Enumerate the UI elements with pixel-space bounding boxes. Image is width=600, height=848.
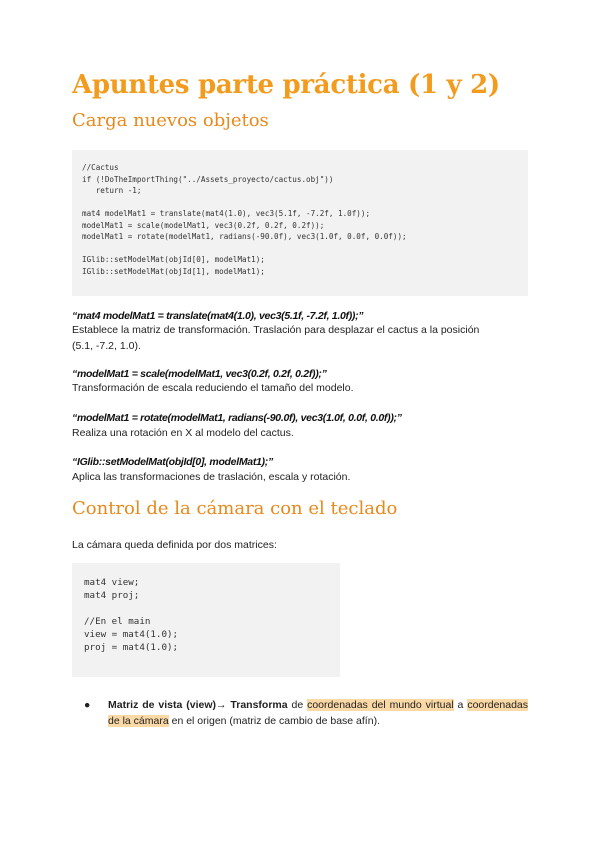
description-setmodelmat: Aplica las transformaciones de traslación, escala y rotación. <box>72 471 351 483</box>
code-block-cactus: //Cactus if (!DoTheImportThing("../Assets_proyecto/cactus.obj")) return -1; mat4 modelMat1 = translate(mat4(1.0), vec3(5.1f, -7.2f, 1.0f)); modelMat1 = scale(modelMat1, vec3(0.2f, 0.2f, 0.2f)); modelMat1 = rotate(modelMat1, radians(-90.0f), vec3(1.0f, 0.0f, 0.0f)); IGlib::setModelMat(objId[0], modelMat1); IGlib::setModelMat(objId[1], modelMat1); <box>72 150 528 296</box>
bullet-bold-verb: Transforma <box>230 699 288 711</box>
page-title: Apuntes parte práctica (1 y 2) <box>72 70 500 100</box>
bullet-text <box>108 697 528 729</box>
bullet-text-a: a <box>453 699 468 711</box>
description-scale: Transformación de escala reduciendo el tamaño del modelo. <box>72 382 354 394</box>
description-translate-line2: (5.1, -7.2, 1.0). <box>72 340 141 352</box>
highlight-world-coords: coordenadas del mundo virtual <box>307 699 454 711</box>
section-heading-camara: Control de la cámara con el teclado <box>72 498 398 519</box>
code-label-scale: “modelMat1 = scale(modelMat1, vec3(0.2f, 0.2f, 0.2f));” <box>72 368 327 380</box>
highlight-camera-coords: coordenadas de la cámara <box>108 699 529 727</box>
code-label-translate: “mat4 modelMat1 = translate(mat4(1.0), vec3(5.1f, -7.2f, 1.0f));” <box>72 310 364 322</box>
description-rotate: Realiza una rotación en X al modelo del cactus. <box>72 427 294 439</box>
section-heading-carga: Carga nuevos objetos <box>72 110 269 131</box>
code-block-camera: mat4 view; mat4 proj; //En el main view = mat4(1.0); proj = mat4(1.0); <box>72 563 340 677</box>
bullet-text-rest: en el origen (matriz de cambio de base afín). <box>168 715 380 727</box>
bullet-dot-icon: ● <box>84 699 91 711</box>
bullet-text-de: de <box>287 699 308 711</box>
bullet-bold-term: Matriz de vista (view) <box>108 699 216 711</box>
description-translate-line1: Establece la matriz de transformación. Traslación para desplazar el cactus a la posición <box>72 324 480 336</box>
code-label-rotate: “modelMat1 = rotate(modelMat1, radians(-90.0f), vec3(1.0f, 0.0f, 0.0f));” <box>72 412 402 424</box>
camera-intro-text: La cámara queda definida por dos matrices: <box>72 539 277 551</box>
arrow-symbol: → <box>216 699 227 711</box>
code-label-setmodelmat: “IGlib::setModelMat(objId[0], modelMat1);” <box>72 456 273 468</box>
